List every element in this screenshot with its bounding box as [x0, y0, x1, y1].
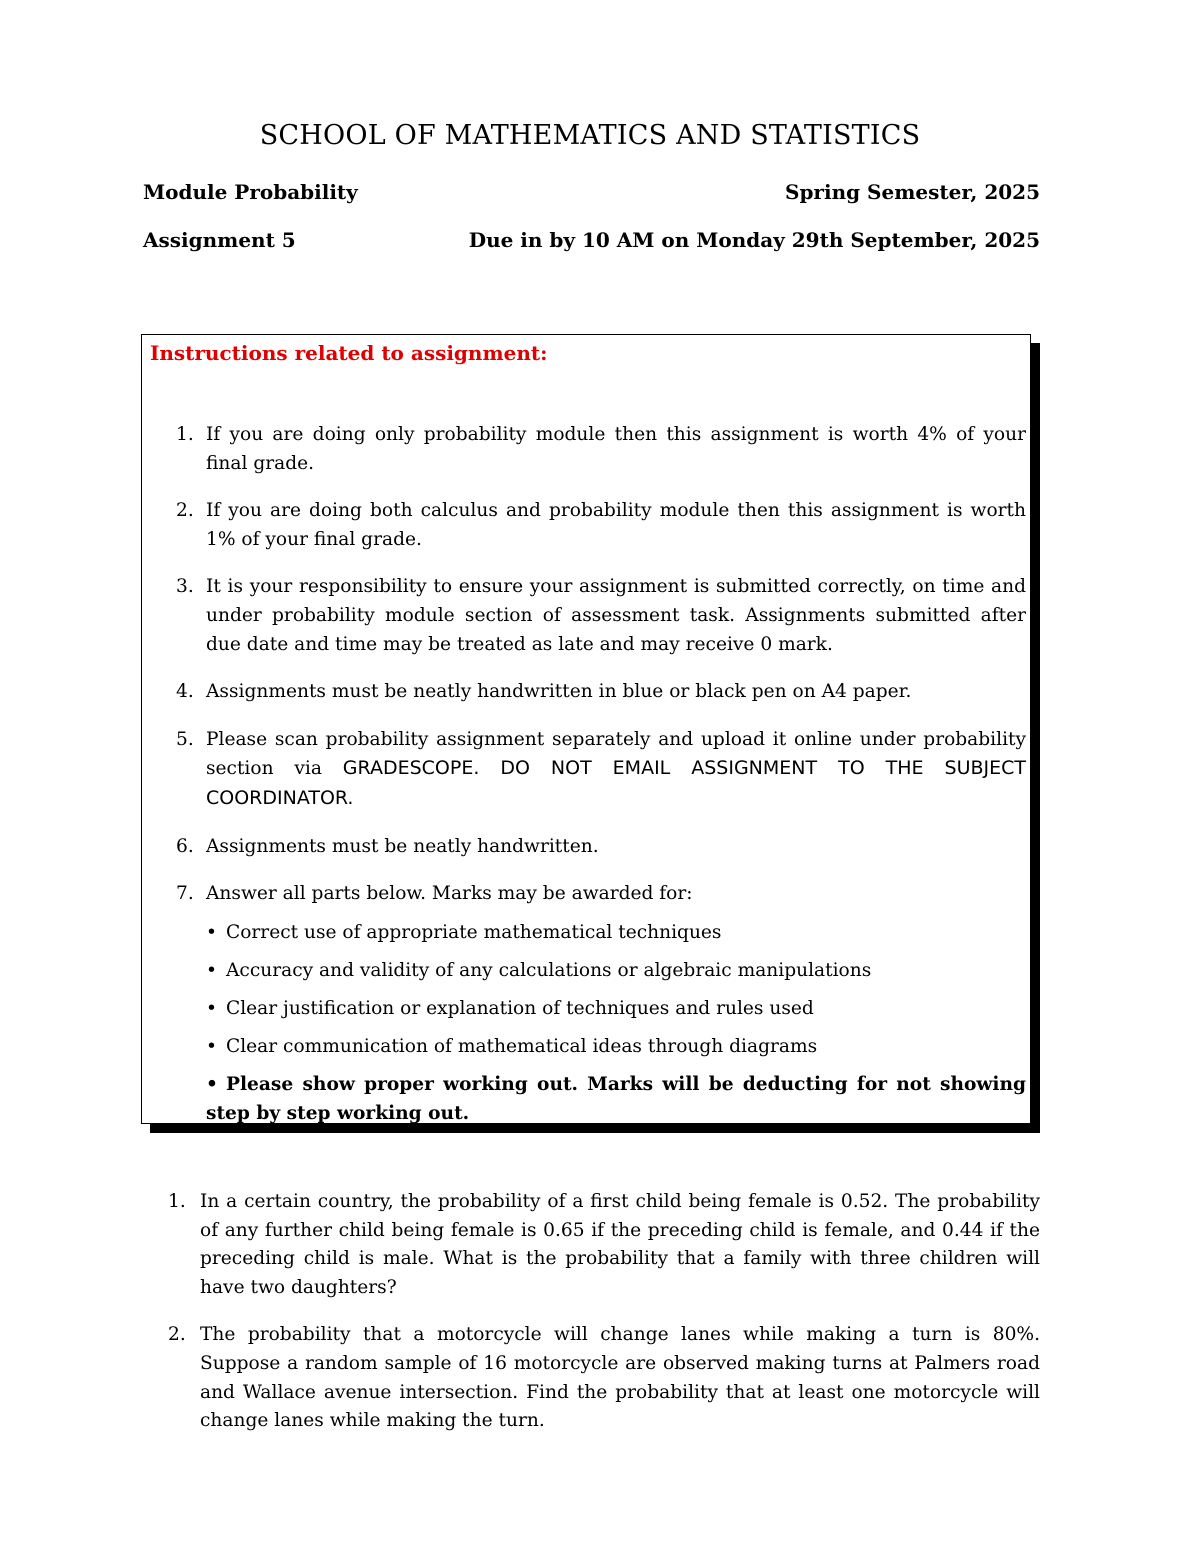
- instruction-text: [206, 880, 1026, 1138]
- instructions-heading: Instructions related to assignment:: [150, 341, 548, 365]
- semester: Spring Semester, 2025: [785, 180, 1040, 204]
- page-title: SCHOOL OF MATHEMATICS AND STATISTICS: [259, 120, 921, 151]
- instructions-box: [141, 334, 1031, 1124]
- bullet-icon: •: [206, 1074, 218, 1096]
- instruction-text: Assignments must be neatly handwritten in blue or black pen on A4 paper.: [206, 681, 912, 703]
- module-name: Module Probability: [143, 180, 358, 204]
- criteria-item: [206, 995, 1026, 1024]
- instruction-item: [176, 497, 1026, 554]
- instructions-list: [176, 421, 1026, 1157]
- gradescope-notice: GRADESCOPE. DO NOT EMAIL ASSIGNMENT TO THE SUBJECT COORDINATOR.: [206, 757, 1027, 809]
- criteria-item: [206, 1071, 1026, 1128]
- criteria-text: Please show proper working out. Marks will be deducting for not showing step by step working out.: [206, 1074, 1026, 1124]
- instruction-number: 4.: [176, 681, 194, 703]
- instruction-number: 1.: [176, 424, 194, 445]
- instruction-number: 3.: [176, 576, 194, 598]
- bullet-icon: •: [206, 959, 217, 981]
- module-row: [143, 180, 1040, 204]
- instruction-item: [176, 880, 1026, 1138]
- criteria-item: [206, 1033, 1026, 1062]
- assignment-number: Assignment 5: [143, 228, 296, 252]
- instruction-number: 2.: [176, 500, 194, 522]
- marking-criteria-list: [206, 919, 1026, 1129]
- instruction-text: If you are doing only probability module then this assignment is worth 4% of your final grade.: [206, 424, 1026, 474]
- instruction-item: [176, 833, 1026, 862]
- question-list: [168, 1188, 1040, 1455]
- instruction-item: [176, 726, 1026, 814]
- criteria-text: Accuracy and validity of any calculations or algebraic manipulations: [226, 959, 872, 981]
- instruction-item: [176, 573, 1026, 659]
- criteria-item: [206, 919, 1026, 948]
- question-text: In a certain country, the probability of a first child being female is 0.52. The probability of any further child being female is 0.65 if the preceding child is female, and 0.44 if the preceding child is male. What is the probability that a family with three children will have two daughters?: [200, 1191, 1040, 1298]
- instruction-number: 7.: [176, 883, 194, 905]
- instruction-item: [176, 678, 1026, 707]
- instruction-text: Assignments must be neatly handwritten.: [206, 835, 599, 857]
- criteria-text: Clear justification or explanation of techniques and rules used: [226, 997, 814, 1019]
- instruction-text: If you are doing both calculus and probability module then this assignment is worth 1% of your final grade.: [206, 500, 1026, 550]
- instruction-text-part: Answer all parts below. Marks may be awarded for:: [206, 883, 693, 905]
- question-item: [168, 1188, 1040, 1302]
- instruction-item: [176, 421, 1026, 478]
- instruction-text: [206, 726, 1026, 814]
- question-item: [168, 1321, 1040, 1435]
- instruction-text-part: Please scan probability assignment separately and upload it online under probability section via: [206, 728, 1026, 780]
- instruction-number: 6.: [176, 835, 194, 857]
- bullet-icon: •: [206, 921, 217, 943]
- instruction-number: 5.: [176, 728, 194, 750]
- bullet-icon: •: [206, 1036, 217, 1057]
- question-number: 1.: [168, 1191, 186, 1212]
- criteria-text: Correct use of appropriate mathematical techniques: [226, 921, 722, 943]
- criteria-item: [206, 957, 1026, 986]
- question-number: 2.: [168, 1324, 186, 1346]
- assignment-row: [143, 228, 1040, 252]
- criteria-text: Clear communication of mathematical ideas through diagrams: [226, 1036, 818, 1057]
- bullet-icon: •: [206, 997, 217, 1019]
- due-date: Due in by 10 AM on Monday 29th September, 2025: [468, 228, 1040, 252]
- question-text: The probability that a motorcycle will change lanes while making a turn is 80%. Suppose a random sample of 16 motorcycle are observed making turns at Palmers road and Wallace avenue intersection. Find the probability that at least one motorcycle will change lanes while making the turn.: [200, 1324, 1040, 1432]
- instruction-text: It is your responsibility to ensure your assignment is submitted correctly, on time and under probability module section of assessment task. Assignments submitted after due date and time may be treated as late and may receive 0 mark.: [206, 576, 1026, 655]
